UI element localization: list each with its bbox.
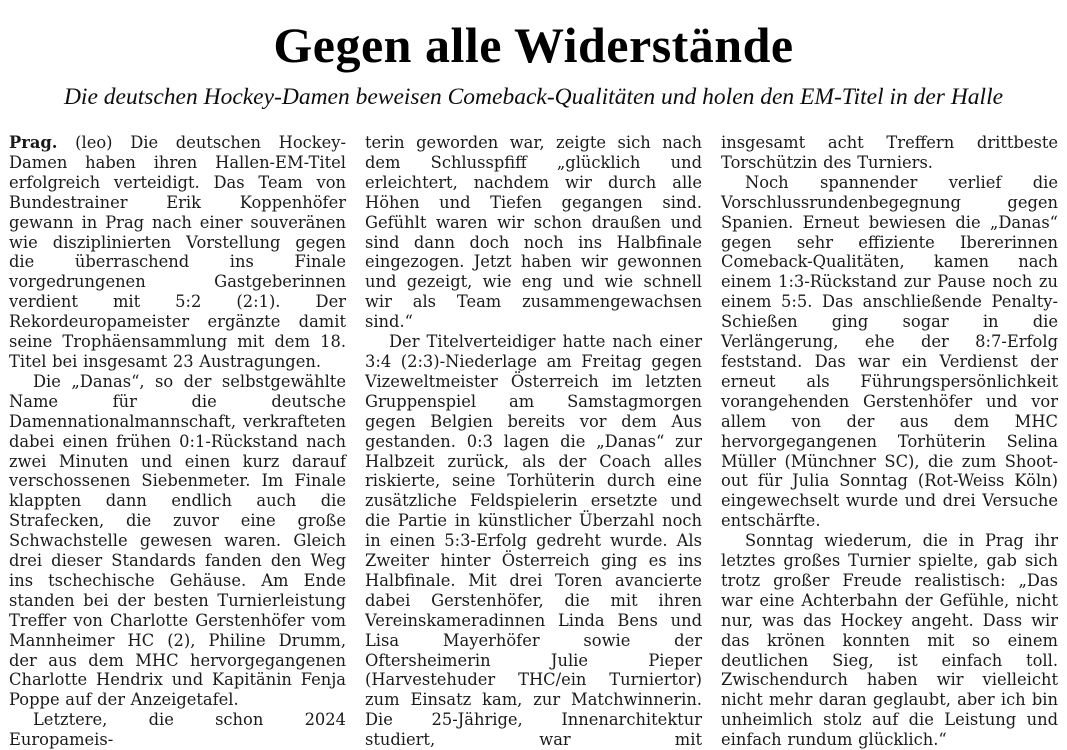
article-subheadline: Die deutschen Hockey-Damen beweisen Comeback-Qualitäten und holen den EM-Titel in der Halle: [63, 84, 1004, 110]
article-paragraph: Sonntag wiederum, die in Prag ihr letztes großes Turnier spielte, gab sich trotz großer Freude realistisch: „Das war eine Achterbahn der Gefühle, nicht nur, was das Hockey angeht. Dass wir das krönen konnten mit so einem deutlichen Sieg, ist einfach toll. Zwischendurch haben wir vielleicht nicht mehr daran geglaubt, aber ich bin unheimlich stolz auf die Leistung und einfach rundum glücklich.“: [721, 531, 1058, 750]
article-column-3: [721, 133, 1058, 750]
article-paragraph-continuation: terin geworden war, zeigte sich nach dem Schlusspfiff „glücklich und erleichtert, nachdem wir durch alle Höhen und Tiefen gegangen sind. Gefühlt waren wir schon draußen und sind dann doch noch ins Halbfinale eingezogen. Jetzt haben wir gewonnen und gezeigt, wie eng und wie schnell wir als Team zusammengewachsen sind.“: [365, 133, 702, 332]
article-headline: Gegen alle Widerstände: [273, 17, 794, 73]
article-column-1: [9, 133, 346, 750]
article-paragraph: Der Titelverteidiger hatte nach einer 3:4 (2:3)-Niederlage am Freitag gegen Vizeweltmeister Österreich im letzten Gruppenspiel am Samstagmorgen gegen Belgien bereits vor dem Aus gestanden. 0:3 lagen die „Danas“ zur Halbzeit zurück, als der Coach alles riskierte, seine Torhüterin durch eine zusätzliche Feldspielerin ersetzte und die Partie in künstlicher Überzahl noch in einen 5:3-Erfolg gedreht wurde. Als Zweiter hinter Österreich ging es ins Halbfinale. Mit drei Toren avancierte dabei Gerstenhöfer, die mit ihren Vereinskameradinnen Linda Bens und Lisa Mayerhöfer sowie der Oftersheimerin Julie Pieper (Harvestehuder THC/ein Turniertor) zum Einsatz kam, zur Matchwinnerin. Die 25-Jährige, Innenarchitektur studiert, war mit: [365, 332, 702, 750]
article-column-2: [365, 133, 702, 750]
paragraph-text: (leo) Die deutschen Hockey-Damen haben ihren Hallen-EM-Titel erfolgreich verteidigt. Das Team von Bundestrainer Erik Koppenhöfer gewann in Prag nach einer souveränen wie disziplinierten Vorstellung gegen die überraschend ins Finale vorgedrungenen Gastgeberinnen verdient mit 5:2 (2:1). Der Rekordeuropameister ergänzte damit seine Trophäensammlung mit dem 18. Titel bei insgesamt 23 Austragungen.: [9, 133, 346, 371]
article-paragraph: Noch spannender verlief die Vorschlussrundenbegegnung gegen Spanien. Erneut bewiesen die „Danas“ gegen sehr effiziente Ibererinnen Comeback-Qualitäten, kamen nach einem 1:3-Rückstand zur Pause noch zu einem 5:5. Das anschließende Penalty-Schießen ging sogar in die Verlängerung, ehe der 8:7-Erfolg feststand. Das war ein Verdienst der erneut als Führungspersönlichkeit vorangehenden Gerstenhöfer und vor allem von der aus dem MHC hervorgegangenen Torhüterin Selina Müller (Münchner SC), die zum Shoot-out für Julia Sonntag (Rot-Weiss Köln) eingewechselt wurde und drei Versuche entschärfte.: [721, 172, 1058, 531]
dateline-prefix: Prag.: [9, 133, 58, 152]
article-paragraph-lead: [9, 133, 346, 372]
article-body: [9, 133, 1058, 750]
article-paragraph: Letztere, die schon 2024 Europameis-: [9, 710, 346, 750]
article-paragraph: Die „Danas“, so der selbstgewählte Name für die deutsche Damennationalmannschaft, verkrafteten dabei einen frühen 0:1-Rückstand nach zwei Minuten und einen kurz darauf verschossenen Siebenmeter. Im Finale klappten dann endlich auch die Strafecken, die zuvor eine große Schwachstelle gewesen waren. Gleich drei dieser Standards fanden den Weg ins tschechische Gehäuse. Am Ende standen bei der besten Turnierleistung Treffer von Charlotte Gerstenhöfer vom Mannheimer HC (2), Philine Drumm, der aus dem MHC hervorgegangenen Charlotte Hendrix und Kapitänin Fenja Poppe auf der Anzeigetafel.: [9, 371, 346, 710]
article-paragraph-continuation: insgesamt acht Treffern drittbeste Torschützin des Turniers.: [721, 133, 1058, 172]
